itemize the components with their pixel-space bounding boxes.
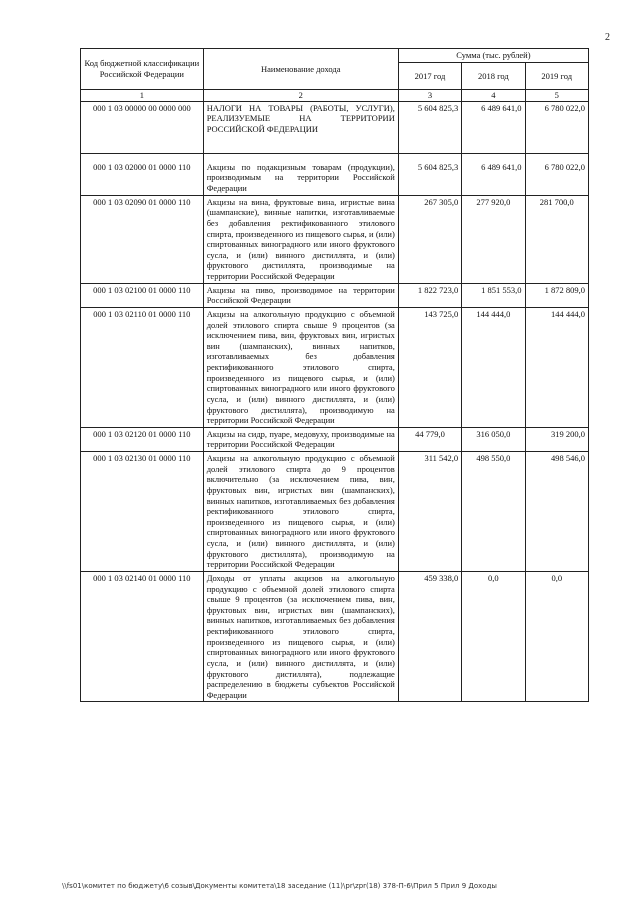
row-name: Акцизы по подакцизным товарам (продукции), производимым на территории Российской Федерации — [203, 153, 398, 195]
row-code: 000 1 03 02130 01 0000 110 — [81, 452, 204, 572]
column-number: 4 — [462, 90, 525, 102]
row-value-2017: 267 305,0 — [398, 195, 461, 283]
row-value-2018: 1 851 553,0 — [462, 283, 525, 307]
header-name: Наименование дохода — [203, 49, 398, 90]
table-row — [81, 427, 589, 451]
table-row — [81, 283, 589, 307]
row-value-2018: 144 444,0 — [462, 307, 525, 427]
column-number: 5 — [525, 90, 588, 102]
row-value-2017: 311 542,0 — [398, 452, 461, 572]
column-number: 2 — [203, 90, 398, 102]
row-value-2019: 6 780 022,0 — [525, 153, 588, 195]
header-code: Код бюджетной классификации Российской Федерации — [81, 49, 204, 90]
row-value-2018: 0,0 — [462, 571, 525, 702]
row-value-2018: 277 920,0 — [462, 195, 525, 283]
header-year-2018: 2018 год — [462, 62, 525, 89]
row-value-2019: 1 872 809,0 — [525, 283, 588, 307]
row-name: Акцизы на алкогольную продукцию с объемной долей этилового спирта до 9 процентов включительно (за исключением пива, вин, фруктовых вин, игристых вин (шампанских), винных напитков, изготавливаемых без добавления ректификованного этилового спирта, произведенного из пищевого сырья, и (или) спиртованных виноградного или иного фруктового сусла, и (или) винного дистиллята, и (или) фруктового дистиллята), производимую на территории Российской Федерации — [203, 452, 398, 572]
header-row-top — [81, 49, 589, 63]
table-row — [81, 195, 589, 283]
row-value-2017: 1 822 723,0 — [398, 283, 461, 307]
column-number: 1 — [81, 90, 204, 102]
footer-file-path: \\fs01\комитет по бюджету\6 созыв\Документы комитета\18 заседание (11)\pr\zpr(18) 378-П-6\Прил 5 Прил 9 Доходы — [62, 882, 497, 890]
row-name: Доходы от уплаты акцизов на алкогольную продукцию с объемной долей этилового спирта свыше 9 процентов (за исключением пива, вин, фруктовых вин, игристых вин (шампанских), винных напитков, изготавливаемых без добавления ректификованного этилового спирта, произведенного из пищевого сырья, и (или) спиртованных виноградного или иного фруктового сусла, и (или) винного дистиллята, и (или) фруктового дистиллята), подлежащие распределению в бюджеты субъектов Российской Федерации — [203, 571, 398, 702]
row-code: 000 1 03 02000 01 0000 110 — [81, 153, 204, 195]
table-row — [81, 452, 589, 572]
row-code: 000 1 03 02120 01 0000 110 — [81, 427, 204, 451]
row-value-2019: 281 700,0 — [525, 195, 588, 283]
table-row — [81, 571, 589, 702]
row-value-2017: 44 779,0 — [398, 427, 461, 451]
row-name: Акцизы на пиво, производимое на территории Российской Федерации — [203, 283, 398, 307]
table-row — [81, 307, 589, 427]
row-value-2018: 316 050,0 — [462, 427, 525, 451]
table-row — [81, 101, 589, 153]
column-number: 3 — [398, 90, 461, 102]
row-code: 000 1 03 02110 01 0000 110 — [81, 307, 204, 427]
row-name: Акцизы на сидр, пуаре, медовуху, производимые на территории Российской Федерации — [203, 427, 398, 451]
row-name: Акцизы на алкогольную продукцию с объемной долей этилового спирта свыше 9 процентов (за исключением пива, вин, фруктовых вин, игристых вин (шампанских), винных напитков, изготавливаемых без добавления ректификованного этилового спирта, произведенного из пищевого сырья, и (или) спиртованных виноградного или иного фруктового сусла, и (или) винного дистиллята, и (или) фруктового дистиллята), производимую на территории Российской Федерации — [203, 307, 398, 427]
row-value-2017: 5 604 825,3 — [398, 153, 461, 195]
row-code: 000 1 03 02100 01 0000 110 — [81, 283, 204, 307]
row-value-2019: 144 444,0 — [525, 307, 588, 427]
row-value-2017: 143 725,0 — [398, 307, 461, 427]
table-row — [81, 153, 589, 195]
header-year-2017: 2017 год — [398, 62, 461, 89]
page-number: 2 — [605, 32, 610, 43]
row-name: НАЛОГИ НА ТОВАРЫ (РАБОТЫ, УСЛУГИ), РЕАЛИЗУЕМЫЕ НА ТЕРРИТОРИИ РОССИЙСКОЙ ФЕДЕРАЦИИ — [203, 101, 398, 153]
column-number-row — [81, 90, 589, 102]
row-value-2019: 6 780 022,0 — [525, 101, 588, 153]
row-name: Акцизы на вина, фруктовые вина, игристые вина (шампанские), винные напитки, изготавливаемые без добавления ректификованного этилового спирта, произведенного из пищевого сырья, и (или) спиртованных виноградного или иного фруктового сусла, и (или) винного дистиллята, и (или) фруктового дистиллята, производимые на территории Российской Федерации — [203, 195, 398, 283]
row-value-2019: 0,0 — [525, 571, 588, 702]
row-value-2018: 498 550,0 — [462, 452, 525, 572]
header-sum: Сумма (тыс. рублей) — [398, 49, 588, 63]
row-value-2019: 319 200,0 — [525, 427, 588, 451]
row-value-2017: 5 604 825,3 — [398, 101, 461, 153]
header-year-2019: 2019 год — [525, 62, 588, 89]
row-value-2019: 498 546,0 — [525, 452, 588, 572]
row-value-2018: 6 489 641,0 — [462, 153, 525, 195]
row-code: 000 1 03 00000 00 0000 000 — [81, 101, 204, 153]
revenue-table — [80, 48, 589, 702]
row-value-2017: 459 338,0 — [398, 571, 461, 702]
row-code: 000 1 03 02140 01 0000 110 — [81, 571, 204, 702]
row-code: 000 1 03 02090 01 0000 110 — [81, 195, 204, 283]
row-value-2018: 6 489 641,0 — [462, 101, 525, 153]
